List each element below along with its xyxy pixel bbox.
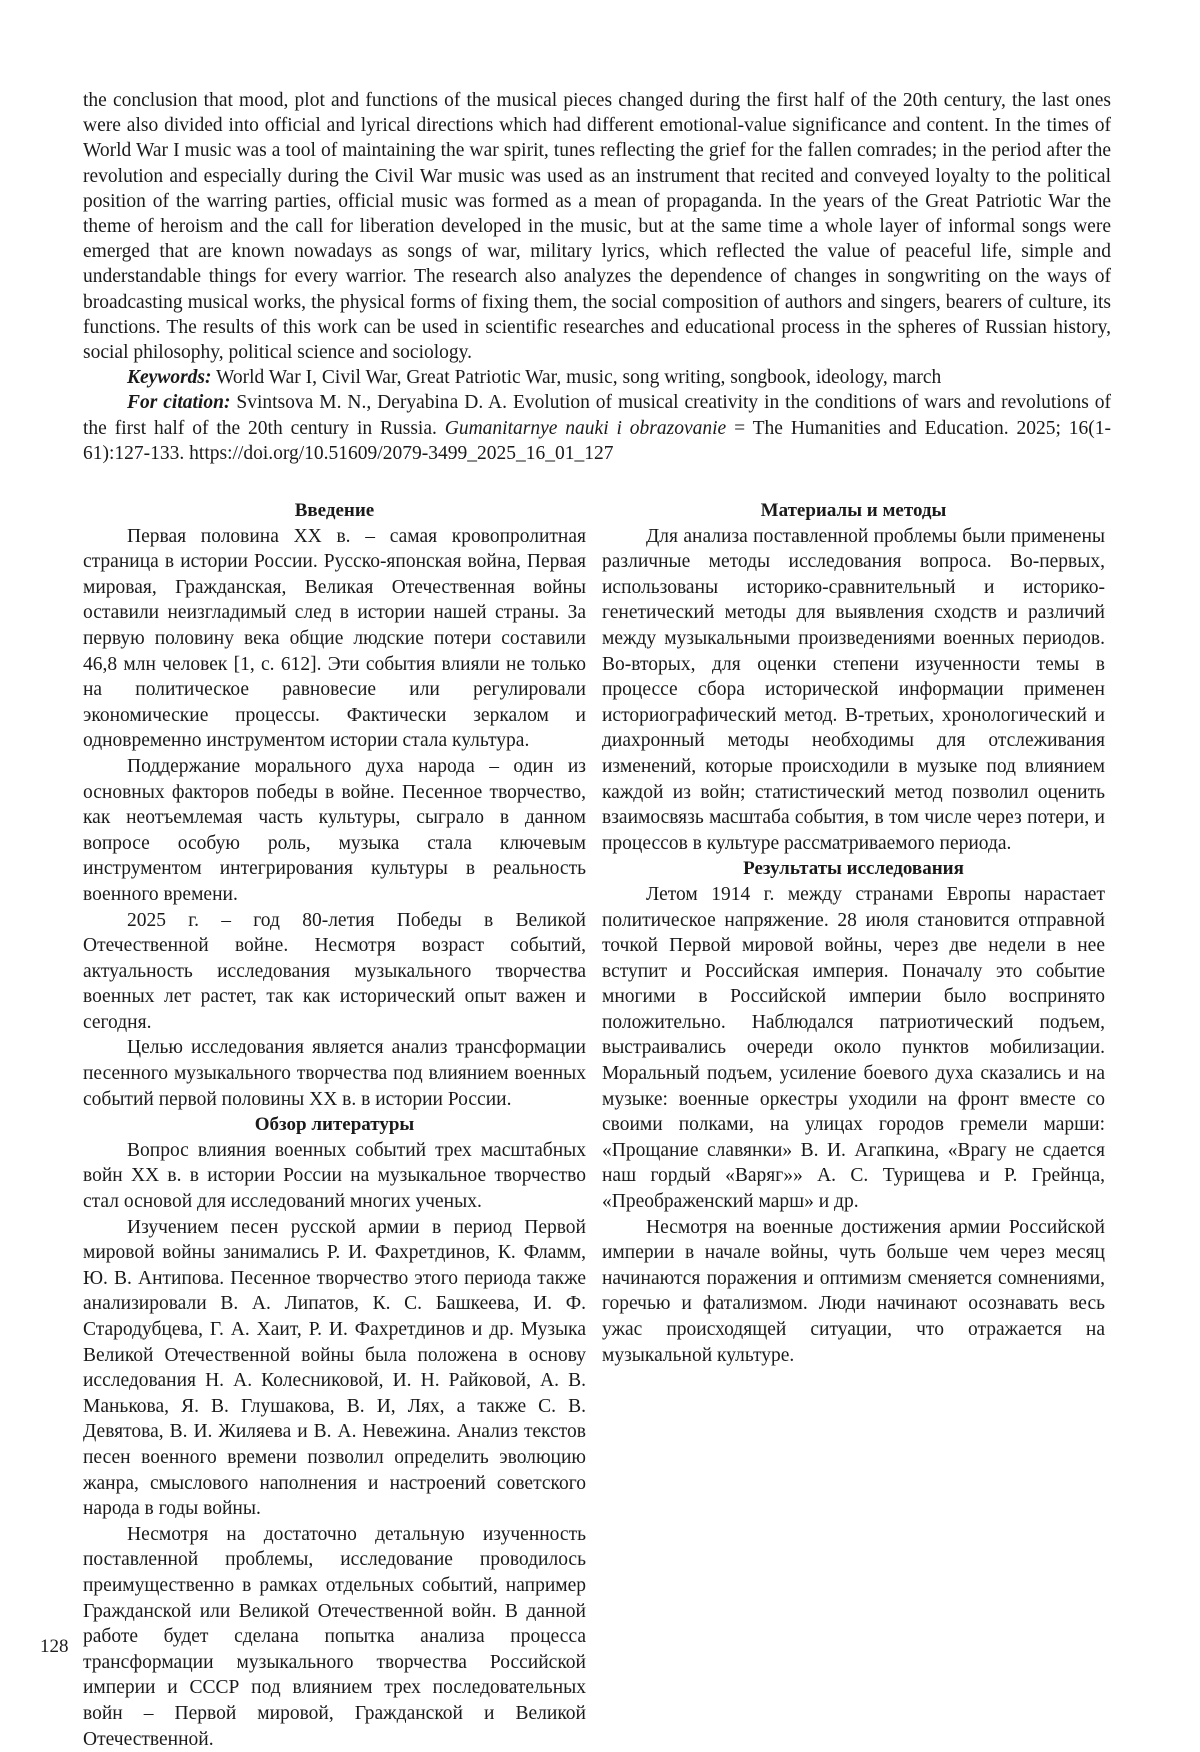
- citation-journal: Gumanitarnye nauki i obrazovanie: [444, 417, 727, 439]
- page-number: 128: [40, 1636, 69, 1657]
- left-column: [83, 498, 586, 1752]
- intro-paragraph-2: Поддержание морального духа народа – один из основных факторов победы в войне. Песенное творчество, как неотъемлемая часть культуры, сыграло в данном вопросе особую роль, музыка стала ключевым инструментом интегрирования культуры в реальность военного времени.: [83, 755, 586, 905]
- methods-paragraph-1: Для анализа поставленной проблемы были применены различные методы исследования вопроса. Во-первых, использованы историко-сравнительный и историко-генетический методы для выявления сходств и различий между музыкальными произведениями военных периодов. Во-вторых, для оценки степени изученности темы в процессе сбора исторической информации применен историографический метод. В-третьих, хронологический и диахронный методы необходимы для отслеживания изменений, которые происходили в музыке под влиянием каждой из войн; статистический метод позволил оценить взаимосвязь масштаба события, в том числе через потери, и процессов в культуре рассматриваемого периода.: [602, 525, 1105, 854]
- results-paragraph-2: Несмотря на военные достижения армии Российской империи в начале войны, чуть больше чем через месяц начинаются поражения и оптимизм сменяется сомнениями, горечью и фатализмом. Люди начинают осознавать весь ужас происходящей ситуации, что отражается на музыкальной культуре.: [602, 1216, 1105, 1366]
- heading-literature-review: Обзор литературы: [254, 1114, 415, 1136]
- abstract-text: the conclusion that mood, plot and functions of the musical pieces changed during the first half of the 20th century, the last ones were also divided into official and lyrical directions which had different emotional-value significance and content. In the times of World War I music was a tool of maintaining the war spirit, tunes reflecting the grief for the fallen comrades; in the period after the revolution and especially during the Civil War music was used as an instrument that recited and conveyed loyalty to the political position of the warring parties, official music was formed as a mean of propaganda. In the years of the Great Patriotic War the theme of heroism and the call for liberation developed in the music, but at the same time a whole layer of informal songs were emerged that are known nowadays as songs of war, military lyrics, which reflected the value of peaceful life, simple and understandable things for every warrior. The research also analyzes the dependence of changes in songwriting on the ways of broadcasting musical works, the physical forms of fixing them, the social composition of authors and singers, bearers of culture, its functions. The results of this work can be used in scientific researches and educational process in the spheres of Russian history, social philosophy, political science and sociology.: [83, 90, 1111, 364]
- intro-paragraph-1: Первая половина ХХ в. – самая кровопролитная страница в истории России. Русско-японская война, Первая мировая, Гражданская, Великая Отечественная войны оставили неизгладимый след в истории нашей страны. За первую половину века общие людские потери составили 46,8 млн человек [1, с. 612]. Эти события влияли не только на политическое равновесие или регулировали экономические процессы. Фактически зеркалом и одновременно инструментом истории стала культура.: [83, 525, 586, 752]
- citation-line: [83, 390, 1111, 466]
- results-paragraph-1: Летом 1914 г. между странами Европы нарастает политическое напряжение. 28 июля становится отправной точкой Первой мировой войны, через две недели в нее вступит и Российская империя. Поначалу это событие многими в Российской империи было воспринято положительно. Наблюдался патриотический подъем, выстраивались очереди около пунктов мобилизации. Моральный подъем, усиление боевого духа сказались и на музыке: военные оркестры уходили на фронт вместе со своими полками, на улицах городов гремели марши: «Прощание славянки» В. И. Агапкина, «Врагу не сдается наш гордый «Варяг»» А. С. Турищева и Р. Грейнца, «Преображенский марш» и др.: [602, 883, 1105, 1213]
- citation-pre: Svintsova M. N., Deryabina D. A. Evolution of musical creativity in the conditions of wars and revolutions of the first half of the 20th century in Russia.: [83, 392, 1111, 439]
- keywords-line: [83, 365, 1111, 390]
- keywords-text: World War I, Civil War, Great Patriotic War, music, song writing, songbook, ideology, march: [216, 367, 942, 389]
- abstract-block: [83, 88, 1111, 466]
- review-paragraph-1: Вопрос влияния военных событий трех масштабных войн ХХ в. в истории России на музыкальное творчество стал основой для исследований многих ученых.: [83, 1139, 586, 1213]
- citation-post: = The Humanities and Education. 2025; 16(1-61):127-133. https://doi.org/10.51609/2079-3499_2025_16_01_127: [83, 417, 1112, 464]
- keywords-label: Keywords:: [127, 367, 212, 389]
- heading-materials-methods: Материалы и методы: [760, 500, 947, 521]
- intro-paragraph-3: 2025 г. – год 80-летия Победы в Великой Отечественной войне. Несмотря возраст событий, актуальность исследования музыкального творчества военных лет растет, так как исторический опыт важен и сегодня.: [83, 909, 586, 1033]
- review-paragraph-2: Изучением песен русской армии в период Первой мировой войны занимались Р. И. Фахретдинов, К. Фламм, Ю. В. Антипова. Песенное творчество этого периода также анализировали В. А. Липатов, К. С. Башкеева, И. Ф. Стародубцева, Г. А. Хаит, Р. И. Фахретдинов и др. Музыка Великой Отечественной войны была положена в основу исследования Н. А. Колесниковой, И. Н. Райковой, А. В. Манькова, Я. В. Глушакова, В. И, Лях, а также С. В. Девятова, В. И. Жиляева и В. А. Невежина. Анализ текстов песен военного времени позволил определить эволюцию жанра, смыслового наполнения и настроений советского народа в годы войны.: [83, 1216, 586, 1520]
- right-column: [602, 498, 1105, 1368]
- citation-label: For citation:: [127, 392, 231, 414]
- review-paragraph-3: Несмотря на достаточно детальную изученность поставленной проблемы, исследование проводилось преимущественно в рамках отдельных событий, например Гражданской или Великой Отечественной войн. В данной работе будет сделана попытка анализа процесса трансформации музыкального творчества Российской империи и СССР под влиянием трех последовательных войн – Первой мировой, Гражданской и Великой Отечественной.: [83, 1523, 586, 1750]
- heading-introduction: Введение: [294, 500, 375, 521]
- intro-paragraph-4: Целью исследования является анализ трансформации песенного музыкального творчества под влиянием военных событий первой половины ХХ в. в истории России.: [83, 1037, 586, 1110]
- heading-results: Результаты исследования: [743, 858, 964, 880]
